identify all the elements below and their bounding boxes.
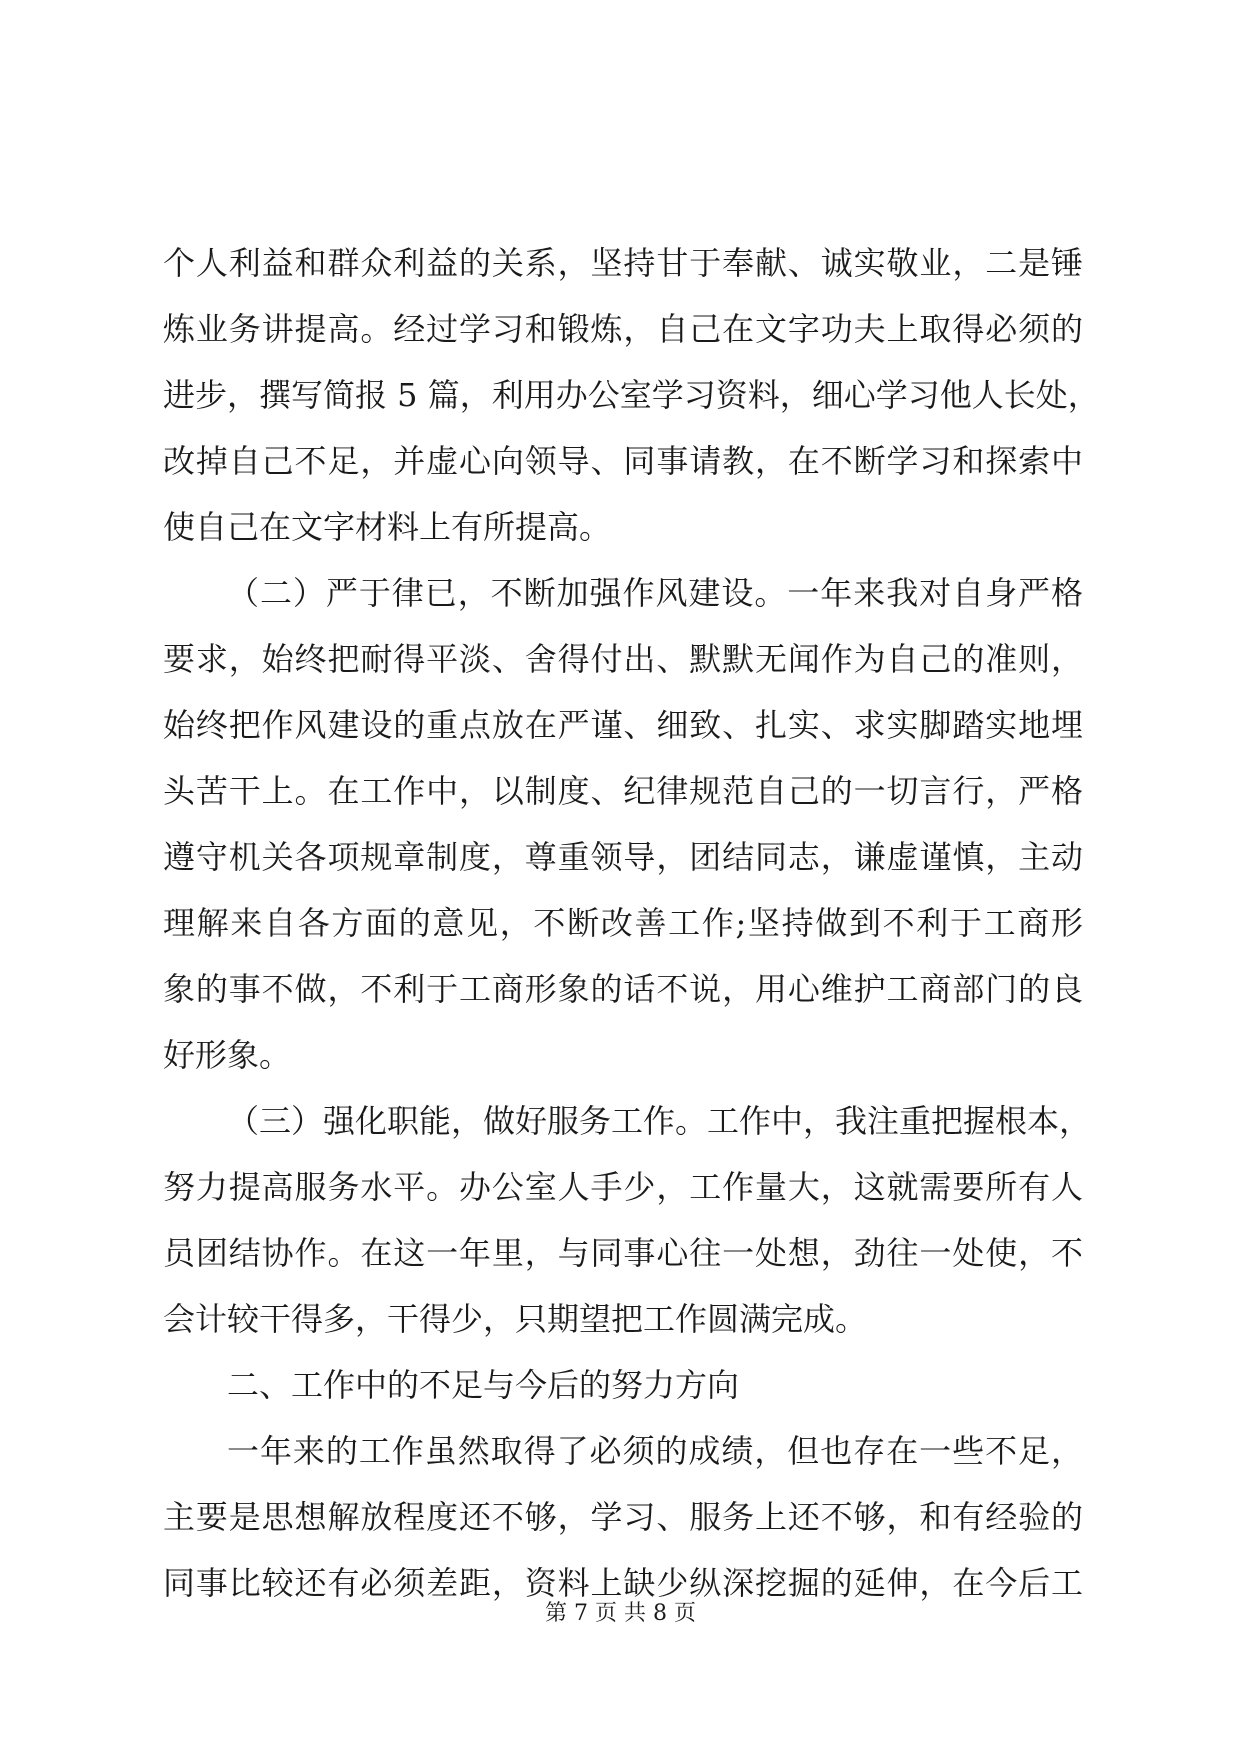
text-line: 改掉自己不足，并虚心向领导、同事请教，在不断学习和探索中 <box>163 442 1083 480</box>
paragraph-heading-3: （三）强化职能，做好服务工作。工作中，我注重把握根本， <box>227 1102 1092 1140</box>
text-line: 象的事不做，不利于工商形象的话不说，用心维护工商部门的良 <box>163 970 1083 1008</box>
text-line: 进步，撰写简报 5 篇，利用办公室学习资料，细心学习他人长处， <box>163 376 1100 414</box>
text-line: 好形象。 <box>163 1036 292 1074</box>
text-line: 会计较干得多，干得少，只期望把工作圆满完成。 <box>163 1300 868 1338</box>
text-line: 始终把作风建设的重点放在严谨、细致、扎实、求实脚踏实地埋 <box>163 706 1083 744</box>
text-line: 主要是思想解放程度还不够，学习、服务上还不够，和有经验的 <box>163 1498 1083 1536</box>
text-line: 使自己在文字材料上有所提高。 <box>163 508 612 546</box>
text-line: 遵守机关各项规章制度，尊重领导，团结同志，谦虚谨慎，主动 <box>163 838 1083 876</box>
text-line: 头苦干上。在工作中，以制度、纪律规范自己的一切言行，严格 <box>163 772 1083 810</box>
text-line: 一年来的工作虽然取得了必须的成绩，但也存在一些不足， <box>227 1432 1083 1470</box>
text-line: 个人利益和群众利益的关系，坚持甘于奉献、诚实敬业，二是锤 <box>163 244 1083 282</box>
text-line: 理解来自各方面的意见，不断改善工作;坚持做到不利于工商形 <box>163 904 1083 942</box>
text-line: 要求，始终把耐得平淡、舍得付出、默默无闻作为自己的准则， <box>163 640 1083 678</box>
text-line: 同事比较还有必须差距，资料上缺少纵深挖掘的延伸，在今后工 <box>163 1564 1083 1602</box>
text-line: 努力提高服务水平。办公室人手少，工作量大，这就需要所有人 <box>163 1168 1083 1206</box>
page-number-footer: 第 7 页 共 8 页 <box>545 1601 696 1626</box>
section-heading: 二、工作中的不足与今后的努力方向 <box>227 1366 740 1404</box>
text-line: 炼业务讲提高。经过学习和锻炼，自己在文字功夫上取得必须的 <box>163 310 1083 348</box>
paragraph-heading-2: （二）严于律已，不断加强作风建设。一年来我对自身严格 <box>227 574 1083 612</box>
document-body <box>163 230 1100 1616</box>
text-line: 员团结协作。在这一年里，与同事心往一处想，劲往一处使，不 <box>163 1234 1083 1272</box>
